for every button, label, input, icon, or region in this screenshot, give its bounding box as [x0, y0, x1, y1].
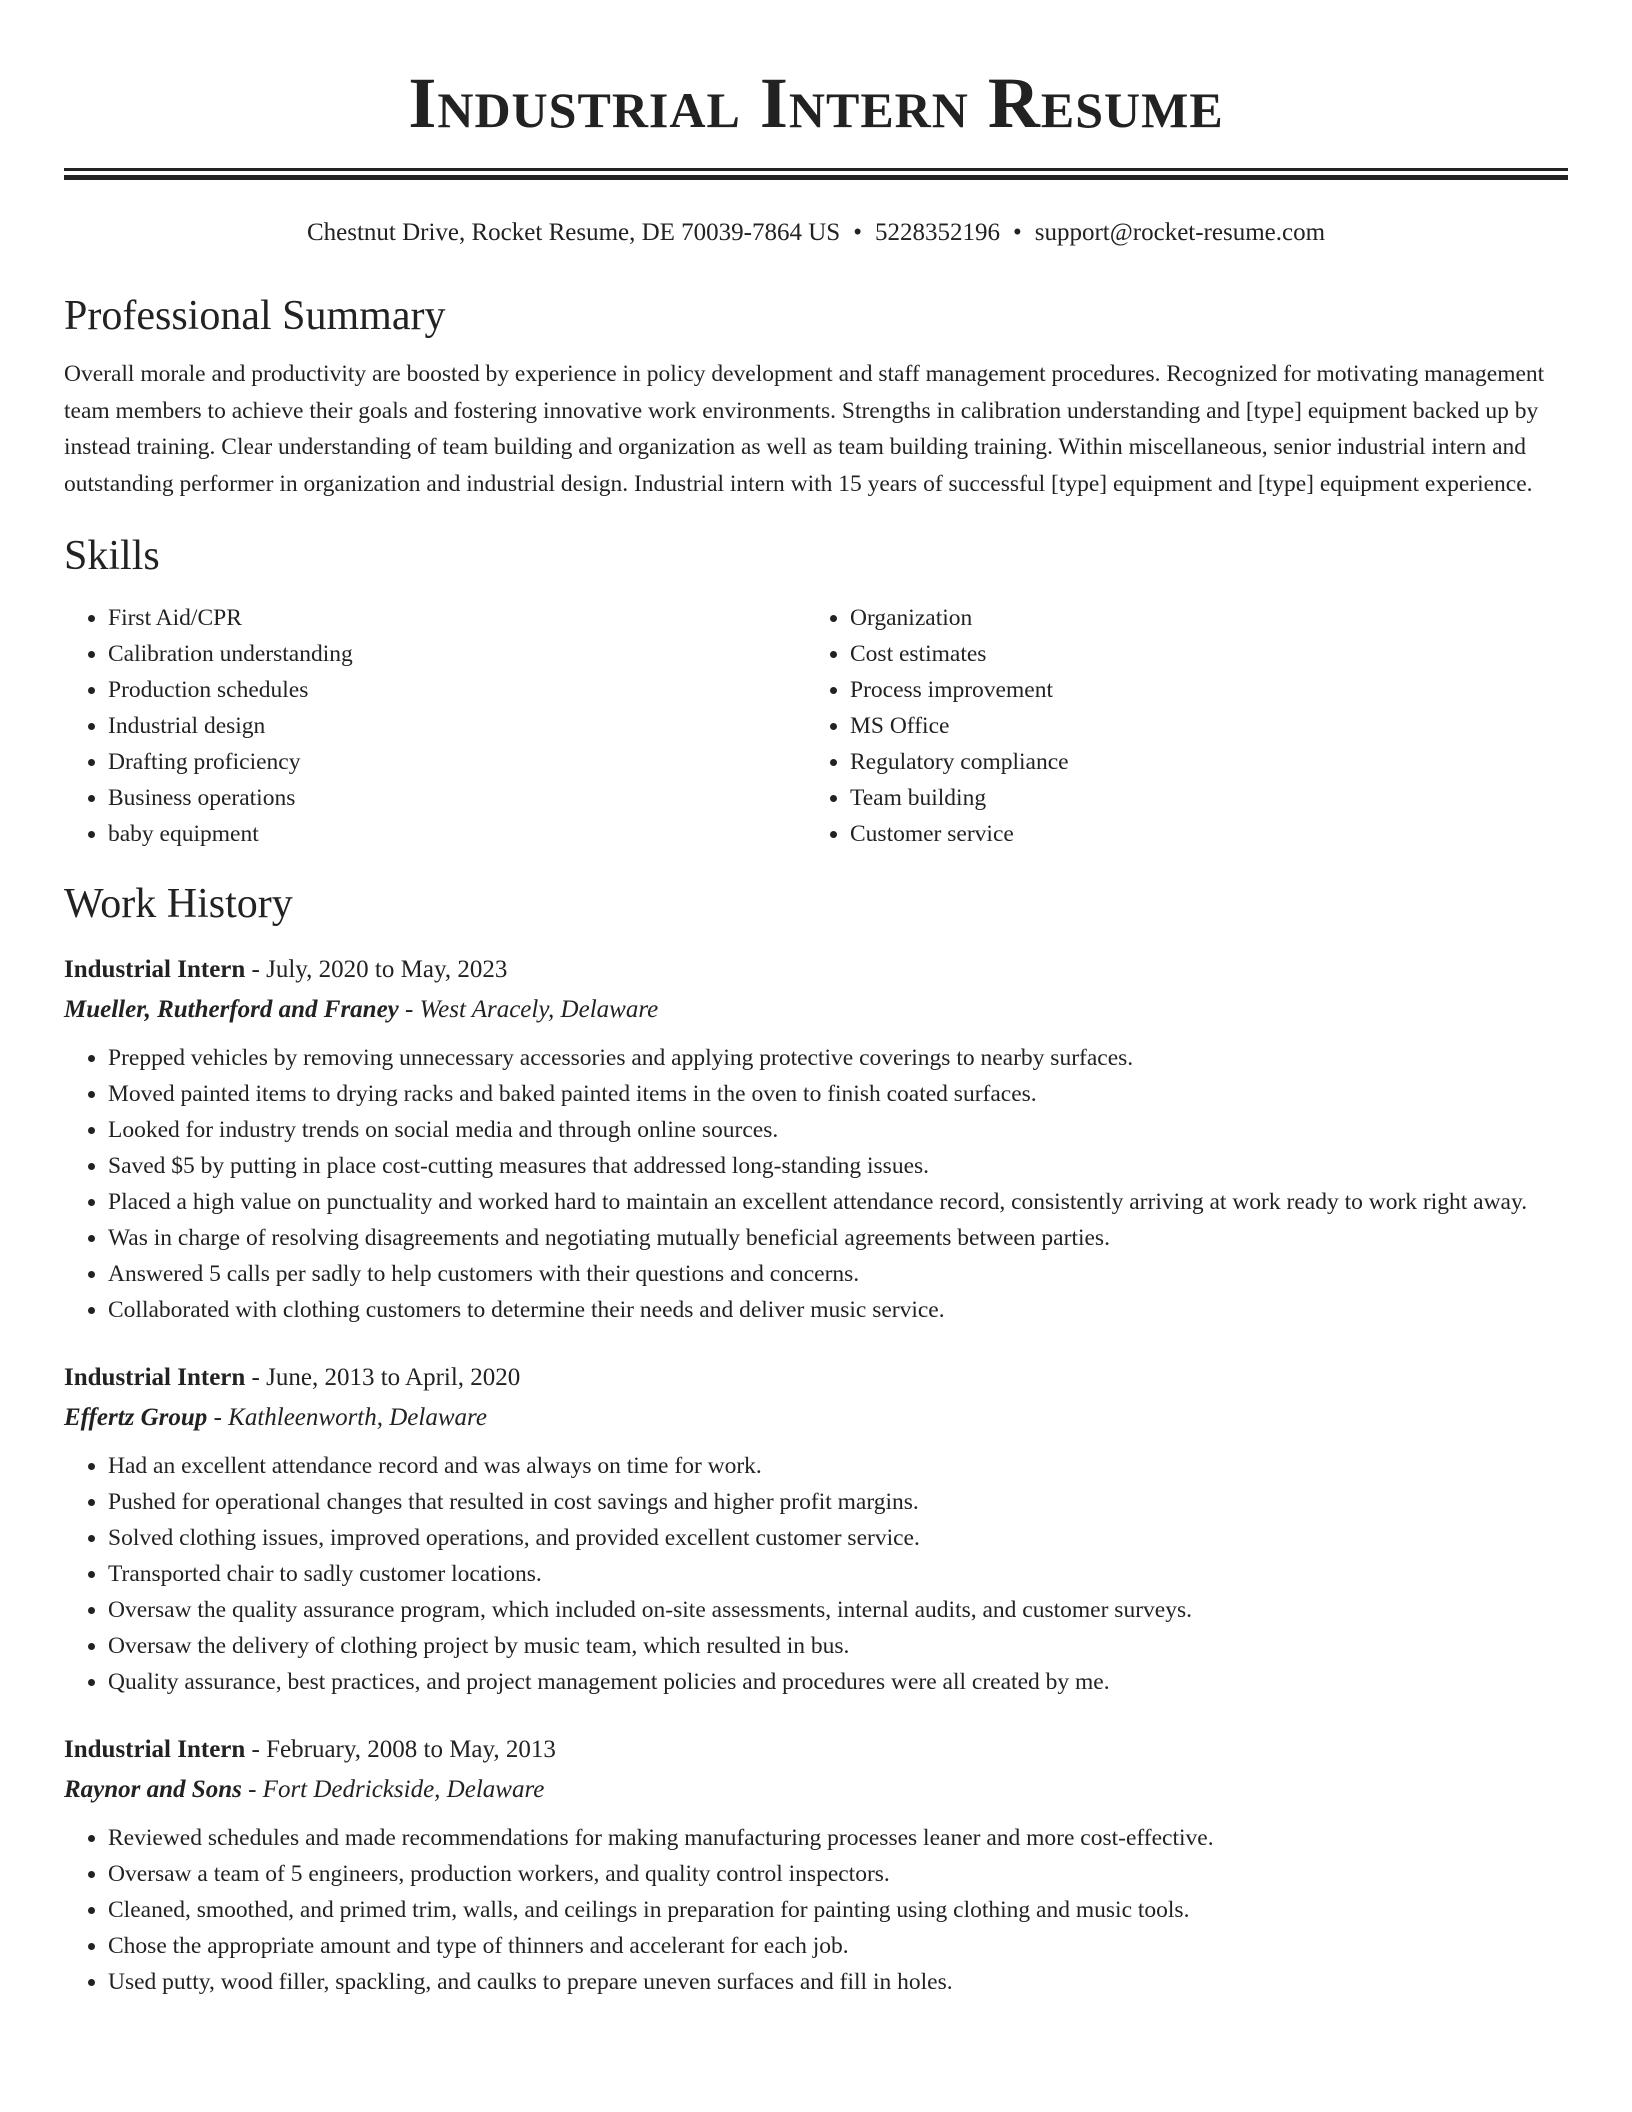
skill-item: • Organization: [850, 600, 1566, 636]
duty-item: • Prepped vehicles by removing unnecessary accessories and applying protective coverings to nearby surfaces.: [108, 1040, 1568, 1076]
work-history-heading: Work History: [64, 881, 293, 927]
duty-item: • Quality assurance, best practices, and project management policies and procedures were all created by me.: [108, 1664, 1568, 1700]
skill-item: • Calibration understanding: [108, 636, 806, 672]
job-company: Raynor and Sons: [64, 1776, 242, 1803]
duty-item: • Answered 5 calls per sadly to help customers with their questions and concerns.: [108, 1256, 1568, 1292]
title-divider: [64, 168, 1568, 180]
job-duties: [64, 1040, 1568, 1328]
skill-item: • Regulatory compliance: [850, 744, 1566, 780]
job-location: - Kathleenworth, Delaware: [207, 1404, 487, 1431]
skill-item: • Cost estimates: [850, 636, 1566, 672]
duty-item: • Moved painted items to drying racks and baked painted items in the oven to finish coated surfaces.: [108, 1076, 1568, 1112]
duty-item: • Pushed for operational changes that resulted in cost savings and higher profit margins.: [108, 1484, 1568, 1520]
job-duties: [64, 1448, 1568, 1700]
summary-heading: Professional Summary: [64, 293, 446, 339]
job-duties: [64, 1820, 1568, 2000]
duty-item: • Cleaned, smoothed, and primed trim, walls, and ceilings in preparation for painting using clothing and music tools.: [108, 1892, 1568, 1928]
skill-item: • Business operations: [108, 780, 806, 816]
duty-item: • Looked for industry trends on social media and through online sources.: [108, 1112, 1568, 1148]
duty-item: • Oversaw the delivery of clothing project by music team, which resulted in bus.: [108, 1628, 1568, 1664]
skills-column-left: [64, 600, 806, 852]
duty-item: • Chose the appropriate amount and type of thinners and accelerant for each job.: [108, 1928, 1568, 1964]
job-entry: [64, 1730, 1568, 2000]
skill-item: • Production schedules: [108, 672, 806, 708]
skill-item: • First Aid/CPR: [108, 600, 806, 636]
job-entry: [64, 950, 1568, 1328]
job-entry: [64, 1358, 1568, 1700]
skills-heading: Skills: [64, 533, 160, 579]
contact-address: Chestnut Drive, Rocket Resume, DE 70039-7864 US: [306, 219, 841, 246]
skills-list: [64, 600, 1568, 852]
skill-item: • Customer service: [850, 816, 1566, 852]
contact-phone[interactable]: 5228352196: [874, 219, 1000, 246]
job-title-line: [64, 1358, 1568, 1398]
duty-item: • Oversaw a team of 5 engineers, production workers, and quality control inspectors.: [108, 1856, 1568, 1892]
job-title-line: [64, 1730, 1568, 1770]
job-company-line: [64, 1398, 1568, 1438]
job-company: Mueller, Rutherford and Franey: [64, 996, 399, 1023]
contact-line: [64, 216, 1568, 250]
skill-item: • MS Office: [850, 708, 1566, 744]
job-location: - Fort Dedrickside, Delaware: [241, 1776, 545, 1803]
duty-item: • Placed a high value on punctuality and worked hard to maintain an excellent attendance record, consistently arriving at work ready to work right away.: [108, 1184, 1568, 1220]
job-role: Industrial Intern: [64, 1736, 246, 1763]
job-title-line: [64, 950, 1568, 990]
job-company-line: [64, 1770, 1568, 1810]
duty-item: • Collaborated with clothing customers to determine their needs and deliver music service.: [108, 1292, 1568, 1328]
job-dates: - July, 2020 to May, 2023: [245, 956, 508, 983]
contact-separator: •: [853, 219, 862, 246]
skill-item: • Team building: [850, 780, 1566, 816]
job-location: - West Aracely, Delaware: [398, 996, 659, 1023]
skill-item: • Industrial design: [108, 708, 806, 744]
duty-item: • Solved clothing issues, improved operations, and provided excellent customer service.: [108, 1520, 1568, 1556]
duty-item: • Transported chair to sadly customer locations.: [108, 1556, 1568, 1592]
resume-title: Industrial Intern Resume: [408, 63, 1224, 143]
duty-item: • Oversaw the quality assurance program, which included on-site assessments, internal audits, and customer surveys.: [108, 1592, 1568, 1628]
job-dates: - February, 2008 to May, 2013: [245, 1736, 556, 1763]
duty-item: • Was in charge of resolving disagreements and negotiating mutually beneficial agreements between parties.: [108, 1220, 1568, 1256]
job-company: Effertz Group: [64, 1404, 208, 1431]
duty-item: • Reviewed schedules and made recommendations for making manufacturing processes leaner and more cost-effective.: [108, 1820, 1568, 1856]
contact-separator: •: [1012, 219, 1022, 246]
contact-email[interactable]: support@rocket-resume.com: [1034, 219, 1326, 246]
skill-item: • Process improvement: [850, 672, 1566, 708]
duty-item: • Had an excellent attendance record and was always on time for work.: [108, 1448, 1568, 1484]
duty-item: • Saved $5 by putting in place cost-cutting measures that addressed long-standing issues.: [108, 1148, 1568, 1184]
summary-text: Overall morale and productivity are boosted by experience in policy development and staff management procedures. Recognized for motivating management team members to achieve their goals and fostering innovative work environments. Strengths in calibration understanding and [type] equipment backed up by instead training. Clear understanding of team building and organization as well as team building training. Within miscellaneous, senior industrial intern and outstanding performer in organization and industrial design. Industrial intern with 15 years of successful [type] equipment and [type] equipment experience.: [64, 361, 1545, 497]
duty-item: • Used putty, wood filler, spackling, and caulks to prepare uneven surfaces and fill in holes.: [108, 1964, 1568, 2000]
skill-item: • baby equipment: [108, 816, 806, 852]
job-dates: - June, 2013 to April, 2020: [245, 1364, 521, 1391]
job-role: Industrial Intern: [64, 956, 246, 983]
job-role: Industrial Intern: [64, 1364, 246, 1391]
job-company-line: [64, 990, 1568, 1030]
skills-column-right: [806, 600, 1566, 852]
skill-item: • Drafting proficiency: [108, 744, 806, 780]
